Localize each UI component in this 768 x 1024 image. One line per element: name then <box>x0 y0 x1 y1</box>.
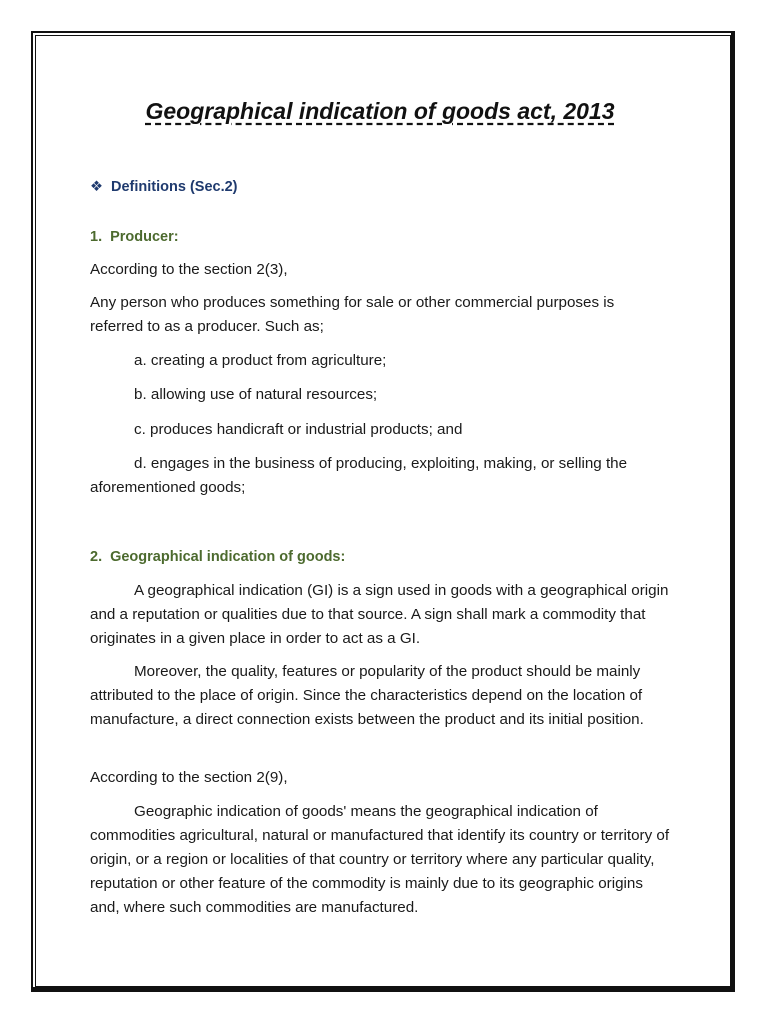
section-1-item-b: b. allowing use of natural resources; <box>134 386 378 403</box>
section-1-item-c: c. produces handicraft or industrial products; and <box>134 421 463 438</box>
section-1-heading-label: Producer: <box>110 229 179 245</box>
definitions-heading-label: Definitions (Sec.2) <box>111 179 238 195</box>
document-title: Geographical indication of goods act, 2013 <box>145 98 615 124</box>
section-2-paragraph-3: Geographic indication of goods' means the geographical indication of commodities agricultural, natural or manufactured that identify its country or territory of origin, or a region or localities of that country or territory where any particular quality, reputation or other feature of the commodity is mainly due to its geographic origins and, where such commodities are manufactured. <box>90 803 670 916</box>
section-2-heading-label: Geographical indication of goods: <box>110 549 346 565</box>
section-2-paragraph-1: A geographical indication (GI) is a sign used in goods with a geographical origin and a reputation or qualities due to that source. A sign shall mark a commodity that originates in a given place in order to act as a GI. <box>90 582 669 647</box>
definitions-heading <box>90 175 238 199</box>
section-1-number: 1. <box>90 229 103 245</box>
page-border-shadow-right <box>731 31 735 992</box>
diamond-bullet-icon: ❖ <box>90 179 103 195</box>
section-1-item-d: d. engages in the business of producing, exploiting, making, or selling the aforementioned goods; <box>90 455 628 496</box>
section-2-heading <box>90 545 345 569</box>
section-2-number: 2. <box>90 549 103 565</box>
page-border-shadow-bottom <box>31 987 735 992</box>
section-1-intro: According to the section 2(3), <box>90 261 288 278</box>
section-2-paragraph-2: Moreover, the quality, features or popularity of the product should be mainly attributed to the place of origin. Since the characteristics depend on the location of manufacture, a direct connection exists between the product and its initial position. <box>90 663 644 728</box>
section-1-heading <box>90 225 179 249</box>
section-1-text: Any person who produces something for sale or other commercial purposes is referred to as a producer. Such as; <box>90 294 615 335</box>
section-2-intro: According to the section 2(9), <box>90 769 288 786</box>
section-1-item-a: a. creating a product from agriculture; <box>134 352 387 369</box>
